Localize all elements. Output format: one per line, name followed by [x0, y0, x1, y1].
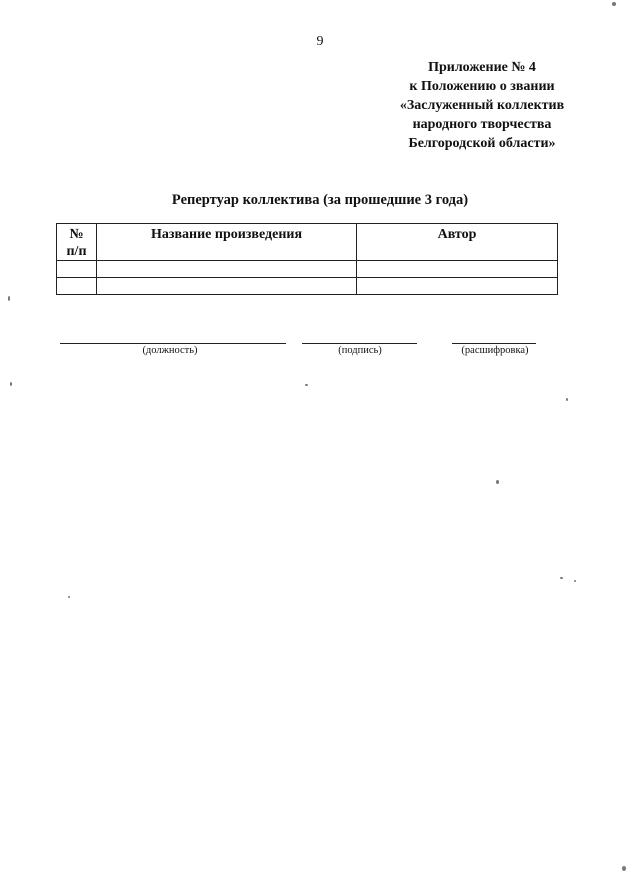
header-number-line1: № [69, 227, 84, 242]
header-author: Автор [357, 224, 558, 261]
scan-speck [574, 580, 576, 582]
table-cell [357, 278, 558, 295]
decoding-line [452, 343, 536, 344]
appendix-line-4: народного творчества [412, 117, 552, 132]
table-header-row [57, 224, 558, 261]
scan-speck [68, 596, 70, 598]
scan-speck [10, 382, 12, 386]
scan-speck [566, 398, 568, 401]
table-row [57, 261, 558, 278]
table-cell [57, 261, 97, 278]
signature-label: (подпись) [338, 345, 382, 356]
header-number [57, 224, 97, 261]
scan-speck [496, 480, 499, 484]
scan-speck [622, 866, 626, 871]
appendix-line-5: Белгородской области» [408, 136, 556, 151]
header-number-line2: п/п [66, 244, 87, 259]
table-row [57, 278, 558, 295]
table-cell [97, 278, 357, 295]
scan-speck [560, 577, 563, 579]
appendix-line-1: Приложение № 4 [428, 60, 536, 75]
position-label: (должность) [142, 345, 198, 356]
signature-line [302, 343, 417, 344]
scan-speck [8, 296, 10, 301]
document-title: Репертуар коллектива (за прошедшие 3 года) [171, 192, 469, 208]
table-cell [57, 278, 97, 295]
scan-speck [305, 384, 308, 386]
position-line [60, 343, 286, 344]
table-cell [97, 261, 357, 278]
appendix-line-2: к Положению о звании [409, 79, 555, 94]
table-cell [357, 261, 558, 278]
appendix-line-3: «Заслуженный коллектив [399, 98, 565, 113]
repertoire-table [56, 223, 558, 295]
decoding-label: (расшифровка) [461, 345, 529, 356]
page-number: 9 [316, 34, 324, 49]
scan-speck [612, 2, 616, 6]
header-work-name: Название произведения [97, 224, 357, 261]
appendix-header [380, 58, 584, 153]
